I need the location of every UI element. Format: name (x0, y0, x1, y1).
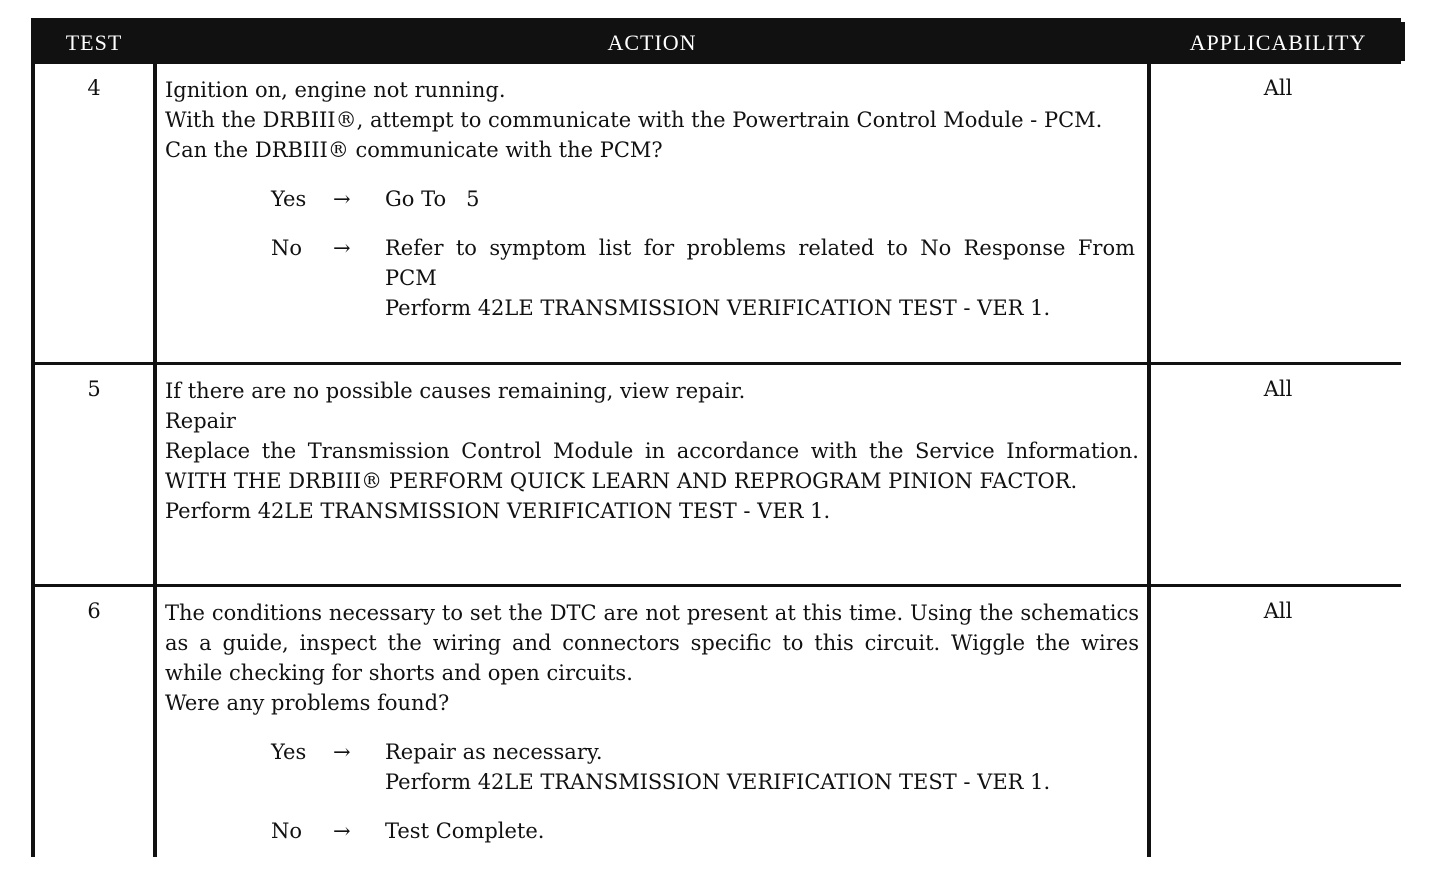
header-action: ACTION (157, 22, 1147, 61)
arrow-right-icon: → (333, 236, 351, 260)
result-line: Test Complete. (385, 819, 545, 843)
repair-line: Perform 42LE TRANSMISSION VERIFICATION TEST - VER 1. (165, 499, 831, 523)
result-line: Go To 5 (385, 187, 480, 211)
action-test-6 (157, 587, 1147, 857)
no-label: No (271, 819, 303, 843)
test-number-4: 4 (35, 64, 153, 362)
no-branch (165, 233, 1139, 323)
no-branch (165, 816, 1139, 846)
repair-label: Repair (165, 409, 236, 433)
yes-result (385, 737, 1139, 797)
arrow-right-icon: → (333, 740, 351, 764)
no-label: No (271, 236, 303, 260)
arrow-right-icon: → (333, 819, 351, 843)
result-line: Perform 42LE TRANSMISSION VERIFICATION TEST - VER 1. (385, 770, 1051, 794)
diagnostic-test-table (31, 18, 1401, 857)
action-line: Were any problems found? (165, 691, 450, 715)
action-line: The conditions necessary to set the DTC are not present at this time. Using the schematics as a guide, inspect the wiring and connectors specific to this circuit. Wiggle the wires while checking for shorts and open circuits. (165, 601, 1139, 685)
yes-branch (165, 737, 1139, 797)
applicability-test-6: All (1151, 587, 1405, 857)
result-line: Refer to symptom list for problems related to No Response From PCM (385, 236, 1135, 290)
yes-result (385, 184, 1139, 214)
action-line: Can the DRBIII® communicate with the PCM? (165, 138, 663, 162)
arrow-right-icon: → (333, 187, 351, 211)
no-result (385, 816, 1139, 846)
yes-label: Yes (271, 187, 307, 211)
yes-label: Yes (271, 740, 307, 764)
yes-branch (165, 184, 1139, 214)
action-line: Ignition on, engine not running. (165, 78, 506, 102)
action-line: With the DRBIII®, attempt to communicate with the Powertrain Control Module - PCM. (165, 108, 1103, 132)
no-result (385, 233, 1139, 323)
header-test: TEST (35, 22, 153, 61)
test-number-6: 6 (35, 587, 153, 857)
test-number-5: 5 (35, 365, 153, 584)
repair-line: Replace the Transmission Control Module in accordance with the Service Information. WITH THE DRBIII® PERFORM QUICK LEARN AND REPROGRAM PINION FACTOR. (165, 439, 1139, 493)
action-line: If there are no possible causes remaining, view repair. (165, 379, 746, 403)
result-line: Repair as necessary. (385, 740, 603, 764)
action-test-5 (157, 365, 1147, 584)
applicability-test-4: All (1151, 64, 1405, 362)
action-test-4 (157, 64, 1147, 362)
header-applicability: APPLICABILITY (1151, 22, 1405, 61)
result-line: Perform 42LE TRANSMISSION VERIFICATION TEST - VER 1. (385, 296, 1051, 320)
applicability-test-5: All (1151, 365, 1405, 584)
